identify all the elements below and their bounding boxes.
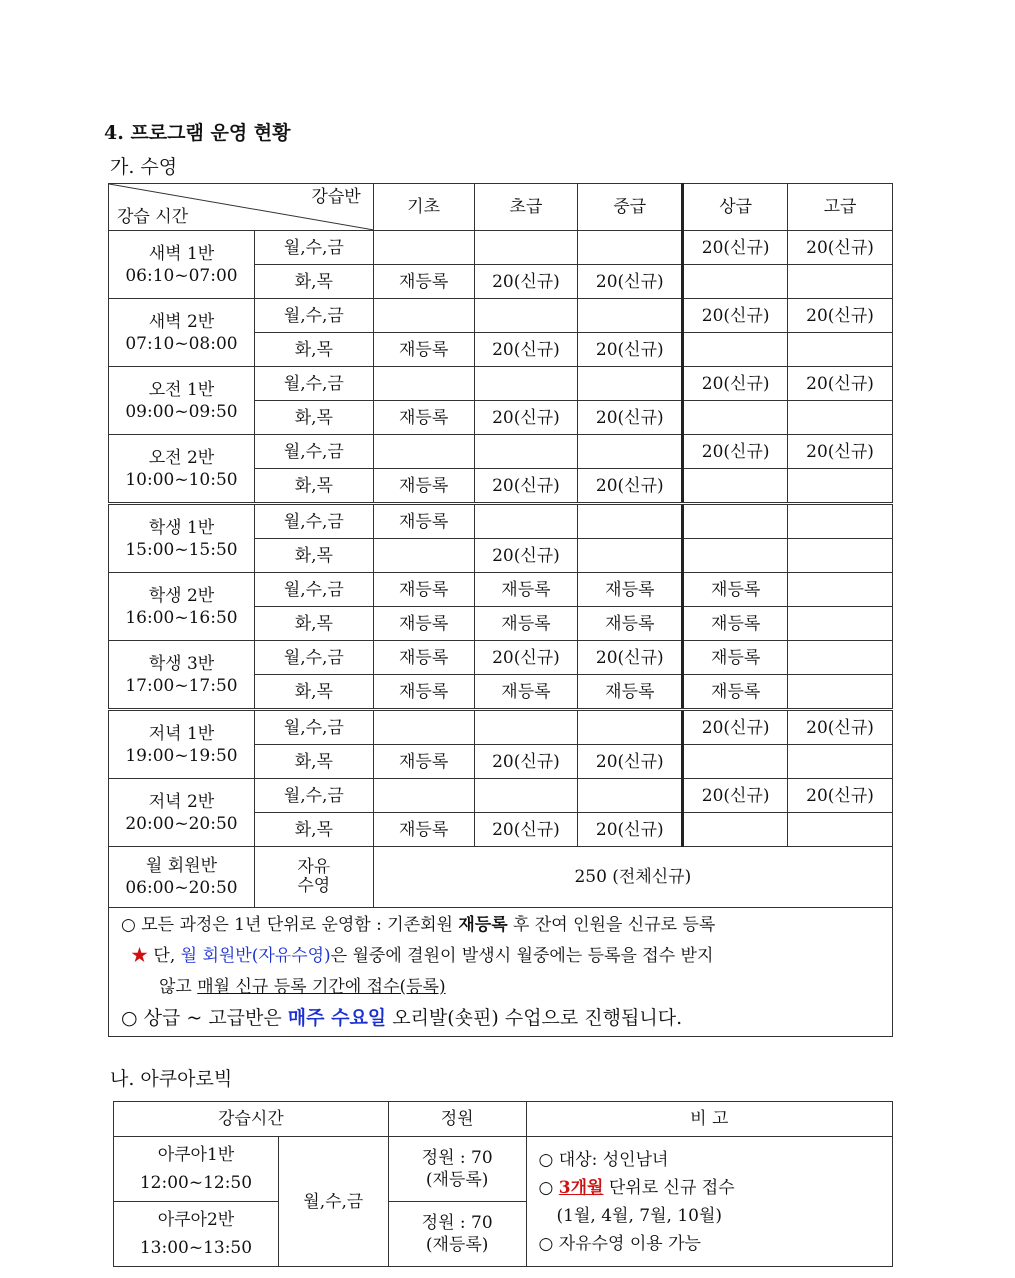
monthly-name: 월 회원반	[145, 856, 217, 876]
class-name: 저녁 1반	[148, 723, 215, 744]
enrollment-cell: 20(신규)	[788, 367, 893, 401]
level-header: 상급	[683, 184, 788, 231]
days-cell: 화,목	[254, 607, 373, 641]
enrollment-cell	[788, 607, 893, 641]
enrollment-cell: 20(신규)	[788, 231, 893, 265]
days-cell: 월,수,금	[254, 710, 373, 745]
enrollment-cell	[683, 745, 788, 779]
level-header: 초급	[474, 184, 578, 231]
note-4: ○ 상급 ~ 고급반은 매주 수요일 오리발(숏핀) 수업으로 진행됩니다.	[121, 1007, 683, 1029]
enrollment-cell: 20(신규)	[474, 813, 578, 847]
class-row	[109, 504, 893, 539]
enrollment-cell	[788, 675, 893, 710]
remark-months: (1월, 4월, 7월, 10월)	[556, 1205, 723, 1226]
enrollment-cell	[788, 745, 893, 779]
enrollment-cell: 20(신규)	[578, 333, 683, 367]
enrollment-cell: 20(신규)	[683, 367, 788, 401]
enrollment-cell: 20(신규)	[683, 779, 788, 813]
enrollment-cell: 20(신규)	[788, 710, 893, 745]
enrollment-cell	[788, 573, 893, 607]
enrollment-cell: 재등록	[373, 675, 474, 710]
enrollment-cell: 20(신규)	[578, 401, 683, 435]
enrollment-cell: 재등록	[373, 745, 474, 779]
days-cell: 월,수,금	[254, 504, 373, 539]
enrollment-cell: 20(신규)	[474, 641, 578, 675]
enrollment-cell: 재등록	[373, 401, 474, 435]
class-name-cell	[109, 299, 255, 367]
enrollment-cell	[373, 539, 474, 573]
class-time: 19:00~19:50	[125, 745, 238, 766]
class-row	[109, 573, 893, 607]
enrollment-cell	[373, 435, 474, 469]
class-name: 아쿠아1반	[157, 1145, 235, 1165]
swimming-title: 가. 수영	[110, 156, 178, 178]
enrollment-cell	[683, 504, 788, 539]
enrollment-cell: 20(신규)	[474, 539, 578, 573]
enrollment-cell: 20(신규)	[578, 745, 683, 779]
swimming-schedule-table	[108, 183, 893, 1037]
enrollment-cell: 20(신규)	[578, 641, 683, 675]
enrollment-cell: 20(신규)	[788, 299, 893, 333]
enrollment-cell: 재등록	[578, 607, 683, 641]
enrollment-cell	[474, 367, 578, 401]
notes-row	[109, 908, 893, 1037]
enrollment-cell	[788, 504, 893, 539]
enrollment-cell	[578, 710, 683, 745]
enrollment-cell	[474, 299, 578, 333]
class-time: 15:00~15:50	[125, 539, 238, 560]
enrollment-cell: 재등록	[474, 607, 578, 641]
days-cell: 월,수,금	[254, 231, 373, 265]
enrollment-cell: 20(신규)	[683, 435, 788, 469]
notes-cell	[109, 908, 893, 1037]
enrollment-cell	[683, 469, 788, 504]
note-1: ○ 모든 과정은 1년 단위로 운영함 : 기존회원 재등록 후 잔여 인원을 신규로 등록	[121, 915, 716, 935]
class-name-cell	[109, 231, 255, 299]
enrollment-cell: 20(신규)	[474, 265, 578, 299]
enrollment-cell	[373, 367, 474, 401]
enrollment-cell	[578, 231, 683, 265]
enrollment-cell	[788, 813, 893, 847]
enrollment-cell: 20(신규)	[578, 469, 683, 504]
class-row	[109, 710, 893, 745]
corner-header	[109, 184, 374, 231]
remark-target: ○ 대상: 성인남녀	[538, 1149, 669, 1170]
days-cell: 화,목	[254, 401, 373, 435]
enrollment-cell	[373, 779, 474, 813]
enrollment-cell	[474, 435, 578, 469]
monthly-value: 250 (전체신규)	[373, 847, 892, 908]
enrollment-cell	[683, 813, 788, 847]
enrollment-cell	[683, 333, 788, 367]
class-time: 13:00~13:50	[139, 1238, 253, 1258]
header-remarks: 비 고	[526, 1102, 892, 1137]
class-row	[109, 367, 893, 401]
class-row	[109, 641, 893, 675]
aqua-class-2	[114, 1202, 279, 1267]
enrollment-cell	[788, 539, 893, 573]
capacity-note: (재등록)	[425, 1235, 489, 1255]
days-cell: 화,목	[254, 745, 373, 779]
enrollment-cell: 재등록	[373, 469, 474, 504]
enrollment-cell: 재등록	[373, 641, 474, 675]
class-time: 06:10~07:00	[125, 265, 238, 286]
enrollment-cell	[578, 779, 683, 813]
enrollment-cell: 재등록	[683, 607, 788, 641]
monthly-time: 06:00~20:50	[125, 878, 238, 898]
monthly-row	[109, 847, 893, 908]
remark-free-swim: ○ 자유수영 이용 가능	[538, 1233, 701, 1254]
class-name: 아쿠아2반	[157, 1210, 235, 1230]
enrollment-cell: 20(신규)	[683, 299, 788, 333]
days-cell: 화,목	[254, 265, 373, 299]
aqua-days: 월,수,금	[278, 1137, 388, 1267]
enrollment-cell	[474, 231, 578, 265]
enrollment-cell: 재등록	[373, 265, 474, 299]
header-capacity: 정원	[388, 1102, 526, 1137]
enrollment-cell	[578, 539, 683, 573]
enrollment-cell	[373, 299, 474, 333]
enrollment-cell	[683, 401, 788, 435]
monthly-type-1: 자유	[297, 857, 331, 877]
aqua-capacity-1	[388, 1137, 526, 1202]
enrollment-cell	[578, 299, 683, 333]
aqua-remarks	[526, 1137, 892, 1267]
enrollment-cell: 재등록	[373, 573, 474, 607]
enrollment-cell: 재등록	[373, 333, 474, 367]
class-row	[109, 779, 893, 813]
enrollment-cell: 20(신규)	[683, 710, 788, 745]
enrollment-cell: 재등록	[683, 675, 788, 710]
class-time: 12:00~12:50	[139, 1173, 253, 1193]
level-header: 중급	[578, 184, 683, 231]
enrollment-cell: 20(신규)	[578, 265, 683, 299]
enrollment-cell	[578, 435, 683, 469]
enrollment-cell: 재등록	[474, 675, 578, 710]
class-time: 10:00~10:50	[125, 469, 238, 490]
days-cell: 월,수,금	[254, 779, 373, 813]
days-cell: 월,수,금	[254, 299, 373, 333]
enrollment-cell: 재등록	[373, 607, 474, 641]
days-cell: 화,목	[254, 469, 373, 504]
enrollment-cell	[683, 265, 788, 299]
class-name-cell	[109, 435, 255, 504]
enrollment-cell	[578, 504, 683, 539]
class-time: 17:00~17:50	[125, 675, 238, 696]
header-time: 강습시간	[114, 1102, 389, 1137]
enrollment-cell: 재등록	[578, 675, 683, 710]
enrollment-cell: 20(신규)	[474, 745, 578, 779]
class-time: 07:10~08:00	[125, 333, 238, 354]
star-icon: ★	[131, 946, 148, 966]
class-name-cell	[109, 641, 255, 710]
days-cell: 화,목	[254, 813, 373, 847]
enrollment-cell: 재등록	[578, 573, 683, 607]
class-name: 오전 2반	[148, 447, 215, 468]
enrollment-cell	[788, 641, 893, 675]
enrollment-cell: 재등록	[373, 813, 474, 847]
class-time: 20:00~20:50	[125, 813, 238, 834]
section-title: 4. 프로그램 운영 현황	[104, 122, 291, 144]
aquarobics-title: 나. 아쿠아로빅	[110, 1068, 233, 1090]
enrollment-cell: 20(신규)	[578, 813, 683, 847]
enrollment-cell: 20(신규)	[788, 435, 893, 469]
class-time: 16:00~16:50	[125, 607, 238, 628]
class-name: 학생 2반	[148, 585, 215, 606]
capacity-note: (재등록)	[425, 1170, 489, 1190]
enrollment-cell: 20(신규)	[474, 333, 578, 367]
class-name: 새벽 2반	[148, 311, 215, 332]
class-name: 학생 1반	[148, 517, 215, 538]
aqua-capacity-2	[388, 1202, 526, 1267]
class-row	[109, 435, 893, 469]
level-header: 고급	[788, 184, 893, 231]
enrollment-cell: 재등록	[373, 504, 474, 539]
monthly-name-cell	[109, 847, 255, 908]
aqua-class-1	[114, 1137, 279, 1202]
class-name-cell	[109, 573, 255, 641]
class-name-cell	[109, 710, 255, 779]
monthly-type-2: 수영	[297, 876, 331, 896]
aquarobics-table	[113, 1101, 893, 1267]
enrollment-cell	[578, 367, 683, 401]
class-name: 새벽 1반	[148, 243, 215, 264]
class-row	[109, 231, 893, 265]
corner-bottom-label: 강습 시간	[117, 207, 189, 227]
class-name-cell	[109, 779, 255, 847]
enrollment-cell: 20(신규)	[474, 401, 578, 435]
class-name-cell	[109, 367, 255, 435]
days-cell: 화,목	[254, 539, 373, 573]
days-cell: 월,수,금	[254, 435, 373, 469]
capacity: 정원 : 70	[421, 1213, 493, 1233]
enrollment-cell: 재등록	[474, 573, 578, 607]
note-3: 않고 매월 신규 등록 기간에 접수(등록)	[159, 977, 446, 997]
class-name-cell	[109, 504, 255, 573]
capacity: 정원 : 70	[421, 1148, 493, 1168]
enrollment-cell: 20(신규)	[474, 469, 578, 504]
enrollment-cell	[788, 333, 893, 367]
class-time: 09:00~09:50	[125, 401, 238, 422]
enrollment-cell	[683, 539, 788, 573]
enrollment-cell: 20(신규)	[683, 231, 788, 265]
enrollment-cell	[474, 504, 578, 539]
monthly-type-cell	[254, 847, 373, 908]
enrollment-cell: 20(신규)	[788, 779, 893, 813]
days-cell: 월,수,금	[254, 641, 373, 675]
days-cell: 화,목	[254, 675, 373, 710]
enrollment-cell	[788, 469, 893, 504]
enrollment-cell	[474, 710, 578, 745]
enrollment-cell: 재등록	[683, 641, 788, 675]
days-cell: 화,목	[254, 333, 373, 367]
days-cell: 월,수,금	[254, 367, 373, 401]
corner-top-label: 강습반	[311, 187, 361, 207]
enrollment-cell	[474, 779, 578, 813]
level-header: 기초	[373, 184, 474, 231]
class-name: 학생 3반	[148, 653, 215, 674]
note-2: ★ 단, 월 회원반(자유수영)은 월중에 결원이 발생시 월중에는 등록을 접수 받지	[131, 946, 714, 966]
class-name: 오전 1반	[148, 379, 215, 400]
enrollment-cell	[373, 231, 474, 265]
enrollment-cell	[373, 710, 474, 745]
enrollment-cell: 재등록	[683, 573, 788, 607]
enrollment-cell	[788, 265, 893, 299]
class-name: 저녁 2반	[148, 791, 215, 812]
remark-period: ○ 3개월 단위로 신규 접수	[538, 1177, 735, 1198]
enrollment-cell	[788, 401, 893, 435]
days-cell: 월,수,금	[254, 573, 373, 607]
class-row	[109, 299, 893, 333]
